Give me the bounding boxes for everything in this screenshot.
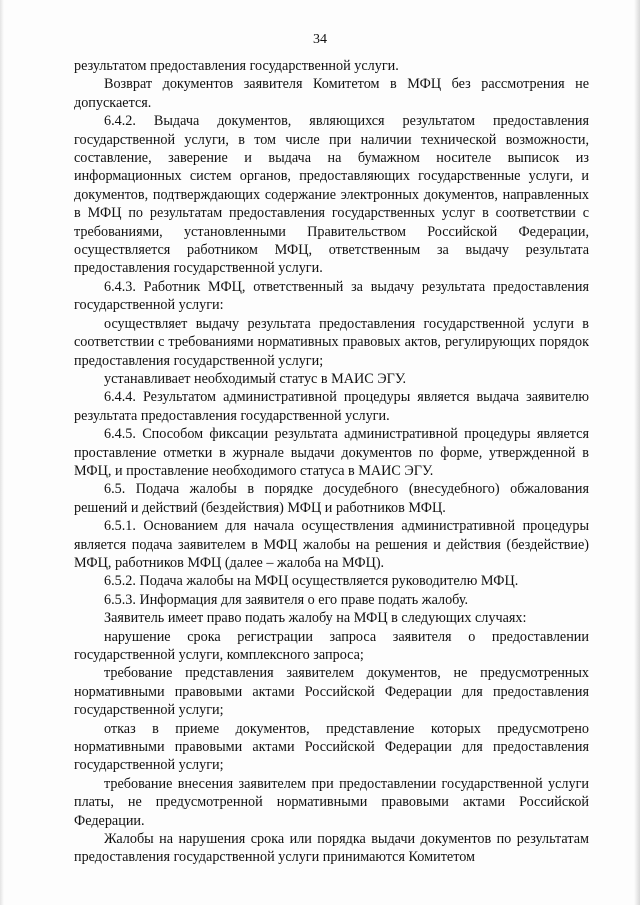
paragraph-6-5: 6.5. Подача жалобы в порядке досудебного (внесудебного) обжалования решений и действий (бездействия) МФЦ и работников МФЦ. bbox=[74, 481, 589, 516]
paragraph-complaints-accepted: Жалобы на нарушения срока или порядка выдачи документов по результатам предоставления государственной услуги принимаются Комитетом bbox=[74, 831, 589, 866]
paragraph-6-4-4: 6.4.4. Результатом административной процедуры является выдача заявителю результата предоставления государственной услуги. bbox=[74, 389, 589, 424]
paragraph-continuation: результатом предоставления государственной услуги. bbox=[74, 58, 399, 74]
paragraph-right-to-complain: Заявитель имеет право подать жалобу на МФЦ в следующих случаях: bbox=[104, 610, 527, 627]
paragraph-6-5-3: 6.5.3. Информация для заявителя о его праве подать жалобу. bbox=[104, 591, 469, 608]
paragraph-6-4-3: 6.4.3. Работник МФЦ, ответственный за выдачу результата предоставления государственной услуги: bbox=[74, 278, 589, 314]
paragraph-6-5-2: 6.5.2. Подача жалобы на МФЦ осуществляется руководителю МФЦ. bbox=[104, 573, 519, 590]
paragraph-issues-result: осуществляет выдачу результата предоставления государственной услуги в соответствии с требованиями нормативных правовых актов, регулирующих порядок предоставления государственной услуги; bbox=[74, 315, 589, 369]
scan-edge-left bbox=[0, 0, 4, 905]
paragraph-6-5-1: 6.5.1. Основанием для начала осуществления административной процедуры является подача заявителем в МФЦ жалобы на решения и действия (бездействие) МФЦ, работников МФЦ (далее – жалоба на МФЦ). bbox=[74, 518, 589, 571]
paragraph-case-deadline: нарушение срока регистрации запроса заявителя о предоставлении государственной услуги, комплексного запроса; bbox=[74, 628, 589, 663]
paragraph-case-extra-documents: требование представления заявителем документов, не предусмотренных нормативными правовыми актами Российской Федерации для предоставления государственной услуги; bbox=[74, 665, 589, 719]
paragraph-6-4-2: 6.4.2. Выдача документов, являющихся результатом предоставления государственной услуги, в том числе при наличии технической возможности, составление, заверение и выдача на бумажном носителе выписок из информационных систем органов, предоставляющих государственные услуги, и документов, подтверждающих содержание электронных документов, направленных в МФЦ по результатам предоставления государственных услуг в соответствии с требованиями, установленными Правительством Российской Федерации, осуществляется работником МФЦ, ответственным за выдачу результата предоставления государственной услуги. bbox=[74, 113, 589, 277]
paragraph-sets-status: устанавливает необходимый статус в МАИС ЭГУ. bbox=[104, 370, 407, 387]
scan-edge-right bbox=[634, 0, 640, 905]
paragraph-return-of-documents: Возврат документов заявителя Комитетом в МФЦ без рассмотрения не допускается. bbox=[74, 76, 589, 111]
page-number: 34 bbox=[313, 32, 327, 47]
paragraph-6-4-5: 6.4.5. Способом фиксации результата административной процедуры является проставление отметки в журнале выдачи документов по форме, утвержденной в МФЦ, и проставление необходимого статуса в МАИС ЭГУ. bbox=[74, 426, 589, 479]
paragraph-case-payment: требование внесения заявителем при предоставлении государственной услуги платы, не предусмотренной нормативными правовыми актами Российской Федерации. bbox=[74, 775, 589, 829]
paragraph-case-refusal: отказ в приеме документов, представление которых предусмотрено нормативными правовыми актами Российской Федерации для предоставления государственной услуги; bbox=[74, 720, 589, 774]
body-text bbox=[74, 57, 589, 867]
